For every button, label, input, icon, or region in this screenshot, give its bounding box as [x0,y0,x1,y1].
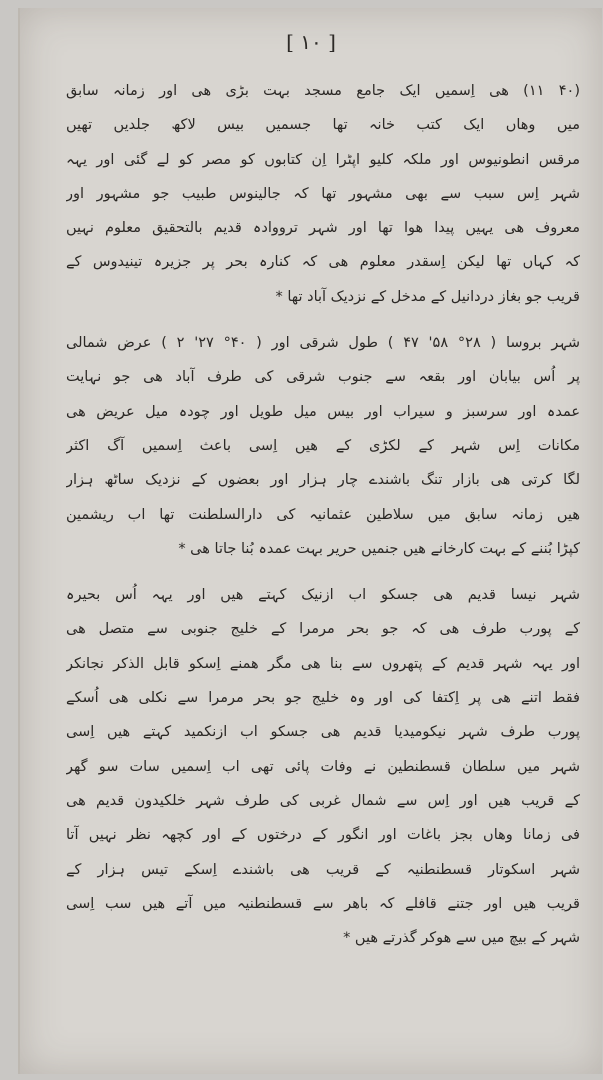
text-line: (۴۰ ۱۱) ھی اِسمیں ایک جامع مسجد بہت بڑی ھی اور زمانہ سابق [66,83,580,99]
text-line: مرقس انطونیوس اور ملکہ کلیو اپٹرا اِن کتابوں کو مصر کو لے گئی اور یہہ [66,151,580,168]
text-line: کے قریب ھیں اور اِس سے شمال غربی کی طرف شہر خلکیدون قدیم ھی [66,792,580,809]
text-line: لگا کرتی ھی بازار تنگ باشندے چار ہزار اور بعضوں کے نزدیک ساٹھ ہزار [66,472,580,489]
text-line: قریب ھیں اور جتنے قافلے کہ باھر سے قسطنطنیہ میں آتے ھیں سب اِسی [66,895,580,912]
paragraph [66,326,580,566]
text-line: قریب جو بغاز دردانیل کے مدخل کے نزدیک آباد تھا * [275,288,580,305]
text-line: شہر نیسا قدیم ھی جسکو اب ازنیک کہتے ھیں اور یہہ اُس بحیرہ [66,587,580,604]
text-line: ھیں زمانہ سابق میں سلاطین عثمانیہ کی دارالسلطنت تھا اب ریشمین [66,506,580,523]
paragraph [66,578,580,955]
paragraph [66,74,580,314]
book-page [18,8,602,1074]
text-line: فقط اتنے ھی پر اِکتفا کی اور وہ خلیج جو بحر مرمرا سے نکلی ھی اُسکے [66,690,580,707]
text-line: کپڑا بُننے کے بہت کارخانے ھیں جنمیں حریر بہت عمدہ بُنا جاتا ھی * [178,540,580,557]
text-line: مکانات اِس شہر کے لکڑی کے ھیں اِسی باعث اِسمیں آگ اکثر [66,437,580,454]
text-line: فی زمانا وھاں بجز باغات اور انگور کے درختوں کے اور کچھہ نظر نہیں آتا [66,827,580,844]
text-line: عمدہ اور سرسبز و سیراب اور بیس میل طویل اور چودہ میل عریض ھی [66,403,580,420]
text-line: شہر میں سلطان قسطنطین نے وفات پائی تھی اب اِسمیں سات سو گھر [66,758,580,775]
paragraph-gap [66,314,580,326]
text-line: پر اُس بیابان اور بقعہ سے جنوب شرقی کی طرف آباد ھی جو نہایت [66,369,580,386]
text-line: معروف ھی یہیں پیدا ھوا تھا اور شہر ترووادہ قدیم بالتحقیق معلوم نہیں [66,220,580,237]
text-line: شہر کے بیچ میں سے ھوکر گذرتے ھیں * [343,930,580,947]
text-line: اور یہہ شہر قدیم کے پتھروں سے بنا ھی مگر ھمنے اِسکو قابل الذکر نجانکر [66,655,580,672]
text-line: میں وھاں ایک کتب خانہ تھا جسمیں بیس لاکھ جلدیں تھیں [66,117,580,134]
body-text [66,74,580,955]
text-line: کے پورب طرف ھی کہ جو بحر مرمرا کے خلیج جنوبی سے متصل ھی [66,621,580,638]
paragraph-gap [66,566,580,578]
text-line: شہر بروسا ( ۲۸° ۵۸' ۴۷ ) طول شرقی اور ( ۴۰° ۲۷' ۲ ) عرض شمالی [66,335,580,352]
page-number: [ ۱۰ ] [286,30,336,54]
text-line: پورب طرف شہر نیکومیدیا قدیم ھی جسکو اب ازنکمید کہتے ھیں اِسی [66,724,580,741]
text-line: کہ کہاں تھا لیکن اِسقدر معلوم ھی کہ کنارہ بحر پر جزیرہ تینیدوس کے [66,254,580,271]
text-line: شہر اسکوتار قسطنطنیہ کے قریب ھی باشندے اِسکے تیس ہزار کے [66,861,580,878]
text-line: شہر اِس سبب سے بھی مشہور تھا کہ جالینوس طبیب جو مشہور اور [66,185,580,202]
